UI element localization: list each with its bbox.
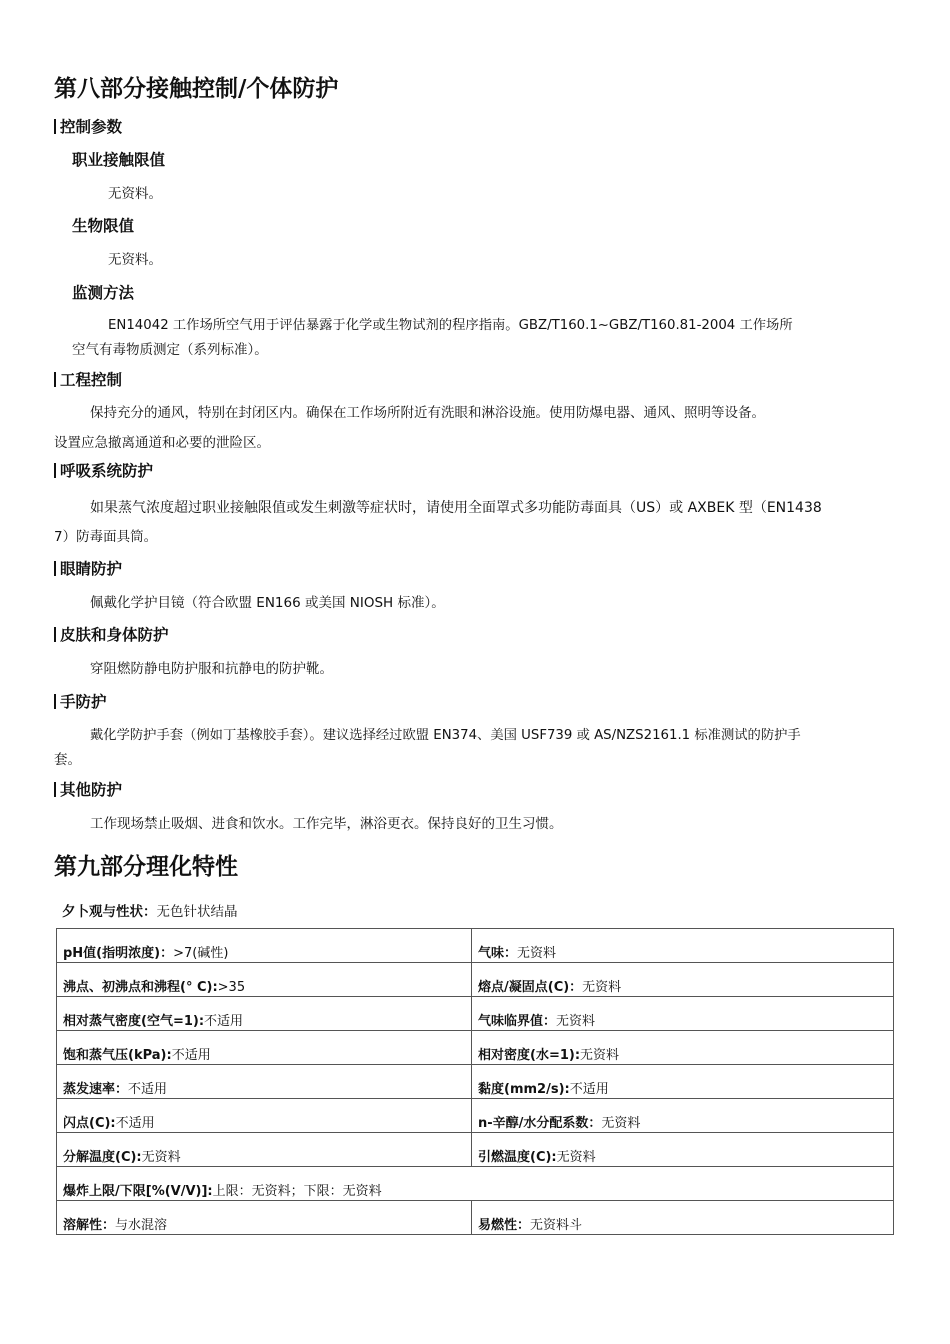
appearance-value: 无色针状结晶	[156, 904, 238, 920]
heading-skin	[54, 623, 169, 645]
table-row	[57, 997, 894, 1031]
heading-engineering	[54, 368, 122, 390]
heading-eye	[54, 557, 122, 579]
heading-control-params	[54, 115, 122, 137]
property-cell	[472, 997, 894, 1031]
property-label: 蒸发速率：	[63, 1082, 129, 1097]
hand-text-line2: 套。	[54, 752, 81, 768]
heading-bar	[54, 561, 56, 576]
property-cell	[472, 929, 894, 963]
heading-other	[54, 778, 122, 800]
property-label: 气味：	[478, 946, 518, 961]
property-label: n-辛醇/水分配系数：	[478, 1116, 602, 1131]
property-cell	[472, 1201, 894, 1235]
property-label: 溶解性：	[63, 1218, 116, 1233]
eye-text: 佩戴化学护目镜（符合欧盟 EN166 或美国 NIOSH 标准）。	[90, 595, 445, 611]
property-value: 不适用	[128, 1082, 168, 1097]
skin-text: 穿阻燃防静电防护服和抗静电的防护靴。	[90, 661, 333, 677]
property-value: 不适用	[171, 1048, 211, 1063]
property-cell	[57, 1201, 472, 1235]
heading-bar	[54, 372, 56, 387]
heading-skin-label: 皮肤和身体防护	[60, 626, 169, 644]
heading-other-label: 其他防护	[60, 781, 123, 799]
property-label: pH值(指明浓度)：	[63, 946, 174, 961]
heading-eye-label: 眼睛防护	[60, 560, 123, 578]
property-cell	[57, 1133, 472, 1167]
property-value: 无资料	[601, 1116, 641, 1131]
property-cell	[57, 929, 472, 963]
engineering-text-line2: 设置应急撤离通道和必要的泄险区。	[54, 435, 270, 451]
heading-control-params-label: 控制参数	[60, 118, 123, 136]
property-value: >35	[217, 980, 246, 995]
property-value: 不适用	[115, 1116, 155, 1131]
property-label: 饱和蒸气压(kPa):	[63, 1048, 172, 1063]
appearance-line	[62, 900, 238, 920]
property-label: 爆炸上限/下限[%(V/V)]:	[63, 1184, 213, 1199]
property-cell	[472, 1133, 894, 1167]
property-label: 熔点/凝固点(C)：	[478, 980, 583, 995]
property-cell	[57, 1099, 472, 1133]
property-value: 上限：无资料；下限：无资料	[212, 1184, 382, 1199]
property-cell	[57, 1065, 472, 1099]
heading-bar	[54, 694, 56, 709]
property-cell	[472, 1099, 894, 1133]
property-value: 无资料	[556, 1014, 596, 1029]
monitoring-text-line1: EN14042 工作场所空气用于评估暴露于化学或生物试剂的程序指南。GBZ/T160.1~GBZ/T160.81-2004 工作场所	[108, 318, 793, 333]
property-cell	[472, 1065, 894, 1099]
property-value: 无资料	[580, 1048, 620, 1063]
property-value: >7(碱性)	[173, 946, 229, 961]
property-value: 不适用	[569, 1082, 609, 1097]
oel-text: 无资料。	[108, 186, 162, 202]
heading-bar	[54, 463, 56, 478]
table-row	[57, 1099, 894, 1133]
heading-bio-limits: 生物限值	[72, 217, 135, 235]
property-cell	[472, 963, 894, 997]
property-value: 不适用	[204, 1014, 244, 1029]
table-row	[57, 929, 894, 963]
section8-title: 第八部分接触控制/个体防护	[54, 76, 339, 102]
table-row	[57, 1201, 894, 1235]
engineering-text-line1: 保持充分的通风，特别在封闭区内。确保在工作场所附近有洗眼和淋浴设施。使用防爆电器、通风、照明等设备。	[90, 405, 765, 421]
property-cell-explosion	[57, 1167, 894, 1201]
heading-respiratory-label: 呼吸系统防护	[60, 462, 154, 480]
heading-oel: 职业接触限值	[72, 151, 166, 169]
table-row	[57, 1167, 894, 1201]
property-value: 无资料	[556, 1150, 596, 1165]
heading-bar	[54, 782, 56, 797]
respiratory-text-line1: 如果蒸气浓度超过职业接触限值或发生刺激等症状时，请使用全面罩式多功能防毒面具（US）或 AXBEK 型（EN1438	[90, 500, 822, 516]
heading-hand	[54, 690, 107, 712]
property-value: 无资料斗	[530, 1218, 583, 1233]
hand-text-line1: 戴化学防护手套（例如丁基橡胶手套）。建议选择经过欧盟 EN374、美国 USF739 或 AS/NZS2161.1 标准测试的防护手	[90, 728, 801, 743]
heading-bar	[54, 627, 56, 642]
property-value: 无资料	[141, 1150, 181, 1165]
heading-bar	[54, 119, 56, 134]
property-cell	[57, 963, 472, 997]
property-cell	[472, 1031, 894, 1065]
property-label: 分解温度(C):	[63, 1150, 142, 1165]
property-label: 相对蒸气密度(空气=1):	[63, 1014, 205, 1029]
property-label: 相对密度(水=1):	[478, 1048, 581, 1063]
table-row	[57, 1133, 894, 1167]
appearance-label: 夕卜观与性状：	[62, 904, 157, 920]
property-label: 黏度(mm2/s):	[478, 1082, 570, 1097]
property-value: 无资料	[517, 946, 557, 961]
heading-respiratory	[54, 459, 153, 481]
bio-limits-text: 无资料。	[108, 252, 162, 268]
property-label: 气味临界值：	[478, 1014, 557, 1029]
property-label: 引燃温度(C):	[478, 1150, 557, 1165]
monitoring-text-line2: 空气有毒物质测定（系列标准）。	[72, 342, 268, 358]
property-cell	[57, 1031, 472, 1065]
other-text: 工作现场禁止吸烟、进食和饮水。工作完毕，淋浴更衣。保持良好的卫生习惯。	[90, 816, 563, 832]
table-row	[57, 1031, 894, 1065]
property-cell	[57, 997, 472, 1031]
table-row	[57, 1065, 894, 1099]
property-value: 与水混溶	[115, 1218, 168, 1233]
table-row	[57, 963, 894, 997]
heading-engineering-label: 工程控制	[60, 371, 123, 389]
property-label: 闪点(C):	[63, 1116, 116, 1131]
section9-title: 第九部分理化特性	[54, 854, 238, 880]
respiratory-text-line2: 7）防毒面具筒。	[54, 529, 158, 545]
property-label: 易燃性：	[478, 1218, 531, 1233]
property-value: 无资料	[582, 980, 622, 995]
heading-hand-label: 手防护	[60, 693, 107, 711]
heading-monitoring: 监测方法	[72, 284, 135, 302]
properties-table	[56, 928, 894, 1235]
property-label: 沸点、初沸点和沸程(° C):	[63, 980, 218, 995]
